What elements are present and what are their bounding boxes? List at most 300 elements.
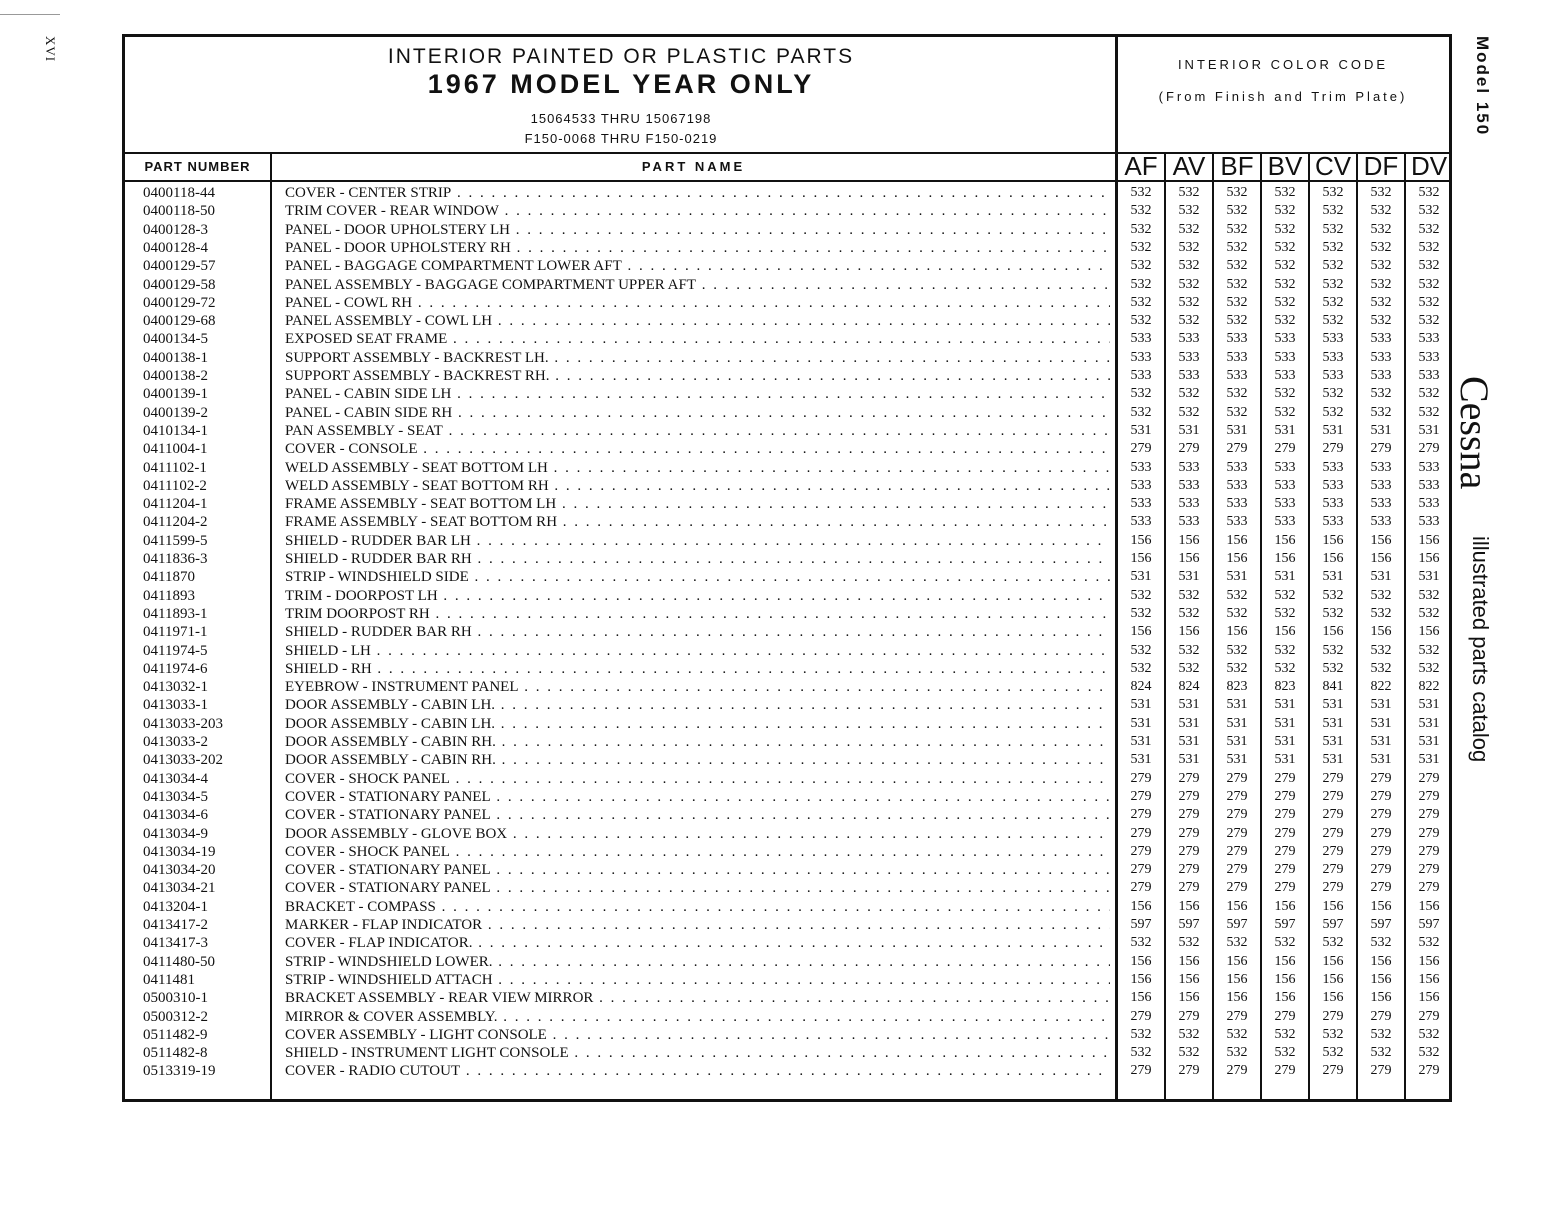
part-number: 0400129-68 [143, 313, 216, 330]
part-number: 0413417-2 [143, 917, 208, 933]
part-number: 0500310-1 [143, 990, 208, 1007]
color-code-cell: 156 [1322, 953, 1344, 969]
color-code-cell: 279 [1130, 880, 1152, 896]
color-code-cell: 532 [1130, 203, 1152, 219]
color-code-cell: 533 [1370, 349, 1392, 365]
color-code-cell: 533 [1178, 459, 1200, 475]
color-code-cell: 532 [1178, 1045, 1200, 1061]
color-code-cell: 533 [1322, 477, 1344, 493]
color-code-cell: 156 [1370, 953, 1392, 969]
color-code-cell: 533 [1226, 496, 1248, 512]
color-code-cell: 156 [1322, 551, 1344, 566]
color-code-cell: 279 [1322, 788, 1344, 804]
color-code-cell: 533 [1226, 459, 1248, 475]
part-number: 0413204-1 [143, 898, 208, 915]
color-code-cell: 156 [1226, 898, 1248, 914]
table-row [125, 678, 1449, 696]
color-code-cell: 156 [1274, 898, 1296, 914]
color-code-cell: 156 [1418, 551, 1440, 566]
color-code-cell: 532 [1418, 587, 1440, 603]
color-code-cell: 156 [1370, 551, 1392, 566]
color-code-cell: 533 [1418, 331, 1440, 347]
color-code-cell: 532 [1130, 221, 1152, 237]
part-name: BRACKET - COMPASS . . . [285, 898, 1110, 916]
color-code-cell: 156 [1370, 532, 1392, 548]
brand-logo: Cessna [1452, 376, 1497, 490]
color-code-cell: 532 [1322, 587, 1344, 603]
part-number: 0400118-44 [143, 185, 215, 201]
color-code-cell: 279 [1418, 880, 1440, 896]
color-code-cell: 156 [1322, 990, 1344, 1006]
title-line2: 1967 MODEL YEAR ONLY [427, 69, 815, 99]
part-number: 0413033-203 [143, 715, 223, 732]
color-code-cell: 533 [1178, 368, 1200, 383]
color-code-cell: 532 [1370, 313, 1392, 329]
color-code-cell: 597 [1178, 917, 1200, 932]
color-code-cell: 532 [1274, 185, 1296, 200]
color-code-cell: 279 [1322, 825, 1344, 841]
table-row [125, 1008, 1449, 1026]
header-code-bv: BV [1267, 151, 1303, 181]
color-code-cell: 532 [1370, 642, 1392, 658]
table-row [125, 239, 1449, 257]
color-code-cell: 532 [1418, 1045, 1440, 1061]
color-code-cell: 532 [1322, 276, 1344, 292]
table-row [125, 349, 1449, 367]
color-code-cell: 279 [1226, 441, 1248, 457]
color-code-cell: 532 [1226, 404, 1248, 420]
part-name: MIRROR & COVER ASSEMBLY. . . . [285, 1008, 1110, 1026]
color-code-cell: 533 [1178, 349, 1200, 365]
table-row [125, 294, 1449, 312]
color-code-cell: 533 [1418, 477, 1440, 493]
color-code-cell: 532 [1274, 404, 1296, 420]
color-code-cell: 532 [1418, 386, 1440, 402]
part-name: DOOR ASSEMBLY - CABIN RH. . . . [285, 733, 1110, 751]
table-row [125, 221, 1449, 239]
color-code-cell: 822 [1370, 679, 1392, 695]
part-number: 0400139-1 [143, 386, 208, 403]
color-code-cell: 156 [1274, 971, 1296, 987]
color-code-cell: 279 [1226, 825, 1248, 841]
color-code-cell: 824 [1178, 679, 1200, 695]
header-part-name: PART NAME [641, 159, 746, 174]
color-code-cell: 532 [1322, 605, 1344, 621]
part-name: SHIELD - RUDDER BAR RH . . . [285, 550, 1110, 568]
color-code-cell: 156 [1418, 953, 1440, 969]
color-code-cell: 279 [1178, 1008, 1200, 1024]
color-code-cell: 532 [1370, 386, 1392, 402]
color-code-cell: 531 [1274, 569, 1296, 585]
color-code-cell: 531 [1418, 569, 1440, 585]
color-code-cell: 156 [1418, 971, 1440, 987]
part-name: PANEL - CABIN SIDE RH . . . [285, 404, 1110, 422]
color-code-cell: 533 [1418, 496, 1440, 512]
color-code-cell: 533 [1178, 477, 1200, 493]
color-code-cell: 531 [1274, 734, 1296, 749]
color-code-cell: 532 [1274, 935, 1296, 951]
color-code-cell: 533 [1274, 496, 1296, 512]
part-number: 0400129-72 [143, 294, 216, 311]
color-code-cell: 533 [1178, 514, 1200, 530]
color-code-cell: 156 [1370, 990, 1392, 1006]
color-code-cell: 156 [1322, 898, 1344, 914]
color-code-cell: 531 [1322, 422, 1344, 438]
part-number: 0413034-4 [143, 770, 208, 787]
color-code-cell: 533 [1370, 459, 1392, 475]
color-code-cell: 597 [1322, 917, 1344, 932]
color-code-cell: 156 [1226, 551, 1248, 566]
color-code-cell: 822 [1418, 679, 1440, 695]
color-code-cell: 279 [1418, 788, 1440, 804]
color-code-cell: 533 [1418, 349, 1440, 365]
color-code-cell: 156 [1370, 971, 1392, 987]
color-code-subtitle: (From Finish and Trim Plate) [1158, 89, 1408, 104]
color-code-cell: 279 [1226, 862, 1248, 878]
part-name: PANEL - DOOR UPHOLSTERY RH . . . [285, 239, 1110, 257]
color-code-cell: 532 [1130, 276, 1152, 292]
color-code-cell: 532 [1418, 185, 1440, 200]
part-number: 0411836-3 [143, 551, 208, 567]
table-row [125, 477, 1449, 495]
part-name: DOOR ASSEMBLY - GLOVE BOX . . . [285, 825, 1110, 843]
color-code-cell: 533 [1178, 496, 1200, 512]
color-code-cell: 532 [1418, 276, 1440, 292]
color-code-cell: 532 [1322, 203, 1344, 219]
color-code-cell: 532 [1370, 935, 1392, 951]
color-code-cell: 279 [1370, 1008, 1392, 1024]
color-code-cell: 532 [1130, 294, 1152, 310]
color-code-cell: 532 [1370, 276, 1392, 292]
table-row [125, 696, 1449, 714]
table-row [125, 422, 1449, 440]
color-code-cell: 532 [1418, 660, 1440, 676]
color-code-cell: 279 [1226, 1063, 1248, 1079]
color-code-cell: 279 [1226, 770, 1248, 786]
table-row [125, 843, 1449, 861]
table-row [125, 770, 1449, 788]
table-row [125, 330, 1449, 348]
part-number: 0400139-2 [143, 404, 208, 421]
color-code-cell: 156 [1130, 532, 1152, 548]
color-code-cell: 156 [1322, 532, 1344, 548]
color-code-cell: 531 [1322, 715, 1344, 731]
color-code-cell: 532 [1178, 605, 1200, 621]
color-code-cell: 533 [1130, 496, 1152, 512]
parts-table [122, 34, 1452, 1102]
color-code-cell: 532 [1130, 660, 1152, 676]
color-code-cell: 533 [1322, 496, 1344, 512]
color-code-cell: 156 [1130, 990, 1152, 1006]
color-code-cell: 533 [1418, 514, 1440, 530]
part-name: PANEL ASSEMBLY - COWL LH . . . [285, 312, 1110, 330]
color-code-cell: 533 [1322, 368, 1344, 383]
page-number: XVI [43, 36, 58, 63]
color-code-cell: 279 [1274, 843, 1296, 859]
color-code-cell: 156 [1418, 898, 1440, 914]
table-row [125, 532, 1449, 550]
part-name: SHIELD - RH . . . [285, 660, 1110, 678]
side-banner [1452, 36, 1502, 1136]
color-code-cell: 533 [1370, 331, 1392, 347]
part-number: 0411481 [143, 971, 195, 988]
color-code-cell: 532 [1226, 587, 1248, 603]
part-name: STRIP - WINDSHIELD SIDE . . . [285, 568, 1110, 586]
color-code-cell: 533 [1178, 331, 1200, 347]
part-name: STRIP - WINDSHIELD ATTACH . . . [285, 971, 1110, 989]
color-code-cell: 279 [1370, 862, 1392, 878]
part-name: WELD ASSEMBLY - SEAT BOTTOM RH . . . [285, 477, 1110, 495]
color-code-cell: 532 [1370, 605, 1392, 621]
color-code-cell: 533 [1130, 331, 1152, 347]
color-code-cell: 533 [1370, 368, 1392, 383]
part-number: 0400138-1 [143, 349, 208, 366]
color-code-cell: 156 [1178, 990, 1200, 1006]
color-code-cell: 532 [1418, 404, 1440, 420]
color-code-cell: 532 [1418, 642, 1440, 658]
color-code-cell: 279 [1178, 770, 1200, 786]
color-code-cell: 532 [1322, 935, 1344, 951]
color-code-cell: 531 [1226, 422, 1248, 438]
color-code-cell: 279 [1178, 807, 1200, 823]
part-number: 0410134-1 [143, 422, 208, 439]
color-code-cell: 531 [1226, 569, 1248, 585]
color-code-cell: 531 [1370, 734, 1392, 749]
color-code-cell: 156 [1370, 898, 1392, 914]
part-number: 0413032-1 [143, 679, 208, 696]
color-code-cell: 532 [1178, 1026, 1200, 1042]
table-row [125, 385, 1449, 403]
table-row [125, 971, 1449, 989]
color-code-cell: 279 [1130, 1063, 1152, 1079]
color-code-cell: 279 [1274, 807, 1296, 823]
color-code-cell: 279 [1274, 862, 1296, 878]
part-number: 0411480-50 [143, 953, 215, 970]
color-code-cell: 532 [1370, 294, 1392, 310]
table-row [125, 861, 1449, 879]
color-code-cell: 156 [1178, 624, 1200, 640]
color-code-cell: 533 [1274, 349, 1296, 365]
color-code-cell: 532 [1178, 587, 1200, 603]
color-code-cell: 532 [1370, 239, 1392, 255]
color-code-cell: 533 [1274, 514, 1296, 530]
part-number: 0411870 [143, 569, 195, 586]
color-code-title: INTERIOR COLOR CODE [1177, 57, 1389, 72]
color-code-cell: 156 [1130, 898, 1152, 914]
table-row [125, 440, 1449, 458]
part-number: 0413033-2 [143, 734, 208, 750]
color-code-cell: 532 [1130, 239, 1152, 255]
table-row [125, 751, 1449, 769]
color-code-cell: 532 [1322, 221, 1344, 237]
table-row [125, 788, 1449, 806]
part-number: 0400138-2 [143, 368, 208, 384]
color-code-cell: 533 [1226, 477, 1248, 493]
part-name: STRIP - WINDSHIELD LOWER. . . . [285, 953, 1110, 971]
color-code-cell: 532 [1178, 185, 1200, 200]
color-code-cell: 532 [1130, 386, 1152, 402]
color-code-cell: 532 [1274, 276, 1296, 292]
part-number: 0413417-3 [143, 935, 208, 952]
color-code-cell: 531 [1178, 715, 1200, 731]
color-code-cell: 531 [1226, 715, 1248, 731]
table-row [125, 642, 1449, 660]
table-row [125, 568, 1449, 586]
part-number: 0513319-19 [143, 1063, 216, 1080]
color-code-cell: 532 [1274, 239, 1296, 255]
color-code-cell: 279 [1322, 1063, 1344, 1079]
color-code-cell: 533 [1274, 331, 1296, 347]
color-code-cell: 279 [1370, 770, 1392, 786]
part-name: PANEL ASSEMBLY - BAGGAGE COMPARTMENT UPPER AFT . . . [285, 276, 1110, 294]
table-row [125, 513, 1449, 531]
color-code-cell: 532 [1226, 294, 1248, 310]
color-code-cell: 532 [1418, 605, 1440, 621]
part-name: COVER - STATIONARY PANEL . . . [285, 861, 1110, 879]
color-code-cell: 279 [1418, 862, 1440, 878]
color-code-cell: 532 [1418, 294, 1440, 310]
color-code-cell: 533 [1226, 514, 1248, 530]
header-code-af: AF [1124, 151, 1158, 181]
color-code-cell: 156 [1226, 953, 1248, 969]
color-code-cell: 531 [1418, 697, 1440, 713]
color-code-cell: 532 [1322, 258, 1344, 274]
color-code-cell: 531 [1322, 697, 1344, 713]
color-code-cell: 533 [1130, 349, 1152, 365]
part-name: COVER - SHOCK PANEL . . . [285, 770, 1110, 788]
color-code-cell: 279 [1226, 807, 1248, 823]
color-code-cell: 531 [1322, 752, 1344, 768]
color-code-cell: 533 [1130, 459, 1152, 475]
part-name: DOOR ASSEMBLY - CABIN LH. . . . [285, 715, 1110, 733]
color-code-cell: 597 [1130, 917, 1152, 932]
table-row [125, 623, 1449, 641]
color-code-cell: 279 [1418, 1008, 1440, 1024]
part-number: 0411004-1 [143, 441, 208, 458]
table-row [125, 1044, 1449, 1062]
color-code-cell: 532 [1178, 642, 1200, 658]
color-code-cell: 156 [1226, 624, 1248, 640]
color-code-cell: 279 [1178, 788, 1200, 804]
color-code-cell: 532 [1418, 935, 1440, 951]
table-row [125, 550, 1449, 568]
color-code-cell: 532 [1322, 386, 1344, 402]
color-code-cell: 156 [1274, 551, 1296, 566]
table-row [125, 916, 1449, 934]
color-code-cell: 531 [1178, 697, 1200, 713]
color-code-cell: 532 [1274, 313, 1296, 329]
color-code-cell: 532 [1130, 642, 1152, 658]
color-code-cell: 532 [1178, 386, 1200, 402]
color-code-cell: 531 [1418, 734, 1440, 749]
color-code-cell: 532 [1130, 185, 1152, 200]
color-code-cell: 824 [1130, 679, 1152, 695]
color-code-cell: 532 [1370, 221, 1392, 237]
color-code-cell: 532 [1178, 221, 1200, 237]
color-code-cell: 531 [1274, 715, 1296, 731]
color-code-cell: 532 [1322, 294, 1344, 310]
color-code-cell: 533 [1226, 331, 1248, 347]
table-row [125, 459, 1449, 477]
part-name: TRIM - DOORPOST LH . . . [285, 587, 1110, 605]
color-code-cell: 532 [1178, 276, 1200, 292]
color-code-cell: 532 [1178, 313, 1200, 329]
serial-range-2: F150-0068 THRU F150-0219 [524, 131, 718, 146]
color-code-cell: 156 [1226, 990, 1248, 1006]
color-code-cell: 156 [1274, 624, 1296, 640]
color-code-cell: 532 [1370, 185, 1392, 200]
color-code-cell: 532 [1418, 221, 1440, 237]
title-line1: INTERIOR PAINTED OR PLASTIC PARTS [387, 45, 855, 68]
color-code-cell: 533 [1322, 459, 1344, 475]
part-number: 0411204-1 [143, 496, 208, 513]
color-code-cell: 279 [1226, 1008, 1248, 1024]
color-code-cell: 279 [1418, 843, 1440, 859]
color-code-cell: 279 [1274, 1008, 1296, 1024]
color-code-cell: 532 [1322, 185, 1344, 200]
color-code-cell: 279 [1226, 843, 1248, 859]
part-number: 0400129-57 [143, 258, 216, 275]
table-row [125, 257, 1449, 275]
color-code-cell: 279 [1178, 1063, 1200, 1079]
table-row [125, 312, 1449, 330]
color-code-cell: 279 [1130, 825, 1152, 841]
color-code-cell: 279 [1130, 807, 1152, 823]
color-code-cell: 532 [1178, 294, 1200, 310]
part-number: 0400134-5 [143, 331, 208, 348]
part-number: 0511482-8 [143, 1045, 208, 1062]
color-code-cell: 533 [1418, 368, 1440, 383]
color-code-cell: 531 [1370, 697, 1392, 713]
color-code-cell: 279 [1274, 788, 1296, 804]
color-code-cell: 531 [1178, 569, 1200, 585]
part-name: COVER - CENTER STRIP . . . [285, 184, 1110, 202]
color-code-cell: 532 [1274, 642, 1296, 658]
color-code-cell: 279 [1274, 770, 1296, 786]
color-code-cell: 532 [1130, 258, 1152, 274]
color-code-cell: 156 [1418, 624, 1440, 640]
color-code-cell: 533 [1370, 477, 1392, 493]
color-code-cell: 531 [1130, 422, 1152, 438]
color-code-cell: 533 [1130, 477, 1152, 493]
color-code-cell: 531 [1130, 715, 1152, 731]
color-code-cell: 532 [1130, 605, 1152, 621]
color-code-cell: 279 [1322, 770, 1344, 786]
color-code-cell: 823 [1226, 679, 1248, 695]
color-code-cell: 156 [1178, 532, 1200, 548]
color-code-cell: 279 [1274, 1063, 1296, 1079]
table-row [125, 660, 1449, 678]
color-code-cell: 279 [1130, 843, 1152, 859]
color-code-cell: 279 [1418, 807, 1440, 823]
part-number: 0411102-2 [143, 477, 207, 494]
color-code-cell: 533 [1130, 368, 1152, 383]
table-row [125, 184, 1449, 202]
color-code-cell: 531 [1418, 422, 1440, 438]
color-code-cell: 156 [1226, 532, 1248, 548]
table-row [125, 587, 1449, 605]
color-code-cell: 533 [1274, 459, 1296, 475]
color-code-cell: 532 [1226, 1045, 1248, 1061]
color-code-cell: 279 [1418, 770, 1440, 786]
color-code-cell: 532 [1226, 276, 1248, 292]
color-code-cell: 532 [1226, 386, 1248, 402]
color-code-cell: 279 [1130, 441, 1152, 457]
color-code-cell: 532 [1370, 1026, 1392, 1042]
part-name: FRAME ASSEMBLY - SEAT BOTTOM RH . . . [285, 513, 1110, 531]
color-code-cell: 156 [1226, 971, 1248, 987]
color-code-cell: 532 [1274, 294, 1296, 310]
